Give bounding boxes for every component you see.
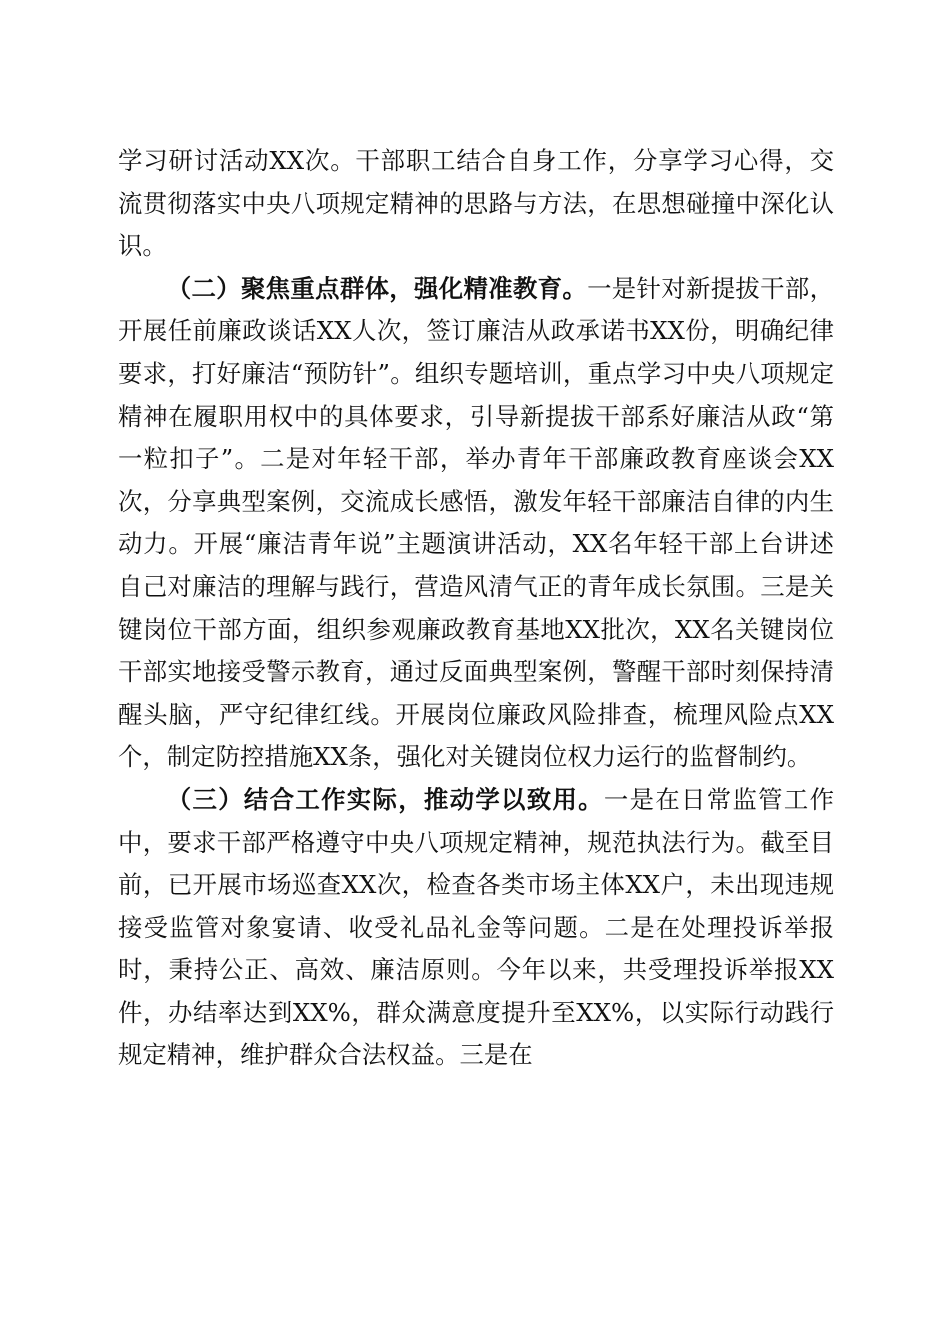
paragraph-study-activities bbox=[118, 140, 834, 268]
paragraph-key-groups bbox=[118, 268, 834, 779]
section-heading-2: （二）聚焦重点群体，强化精准教育。 bbox=[166, 273, 588, 303]
paragraph-text: 一是在日常监管工作中，要求干部严格遵守中央八项规定精神，规范执法行为。截至目前，已开展市场巡查XX次，检查各类市场主体XX户，未出现违规接受监管对象宴请、收受礼品礼金等问题。二是在处理投诉举报时，秉持公正、高效、廉洁原则。今年以来，共受理投诉举报XX件，办结率达到XX%，群众满意度提升至XX%，以实际行动践行规定精神，维护群众合法权益。三是在 bbox=[118, 784, 834, 1070]
section-heading-3: （三）结合工作实际，推动学以致用。 bbox=[166, 784, 604, 814]
paragraph-work-practice bbox=[118, 779, 834, 1077]
paragraph-text: 一是针对新提拔干部，开展任前廉政谈话XX人次，签订廉洁从政承诺书XX份，明确纪律要求，打好廉洁“预防针”。组织专题培训，重点学习中央八项规定精神在履职用权中的具体要求，引导新提拔干部系好廉洁从政“第一粒扣子”。二是对年轻干部，举办青年干部廉政教育座谈会XX次，分享典型案例，交流成长感悟，激发年轻干部廉洁自律的内生动力。开展“廉洁青年说”主题演讲活动，XX名年轻干部上台讲述自己对廉洁的理解与践行，营造风清气正的青年成长氛围。三是关键岗位干部方面，组织参观廉政教育基地XX批次，XX名关键岗位干部实地接受警示教育，通过反面典型案例，警醒干部时刻保持清醒头脑，严守纪律红线。开展岗位廉政风险排查，梳理风险点XX个，制定防控措施XX条，强化对关键岗位权力运行的监督制约。 bbox=[118, 273, 834, 772]
document-body bbox=[118, 140, 834, 1077]
paragraph-text: 学习研讨活动XX次。干部职工结合自身工作，分享学习心得，交流贯彻落实中央八项规定精神的思路与方法，在思想碰撞中深化认识。 bbox=[118, 146, 834, 261]
